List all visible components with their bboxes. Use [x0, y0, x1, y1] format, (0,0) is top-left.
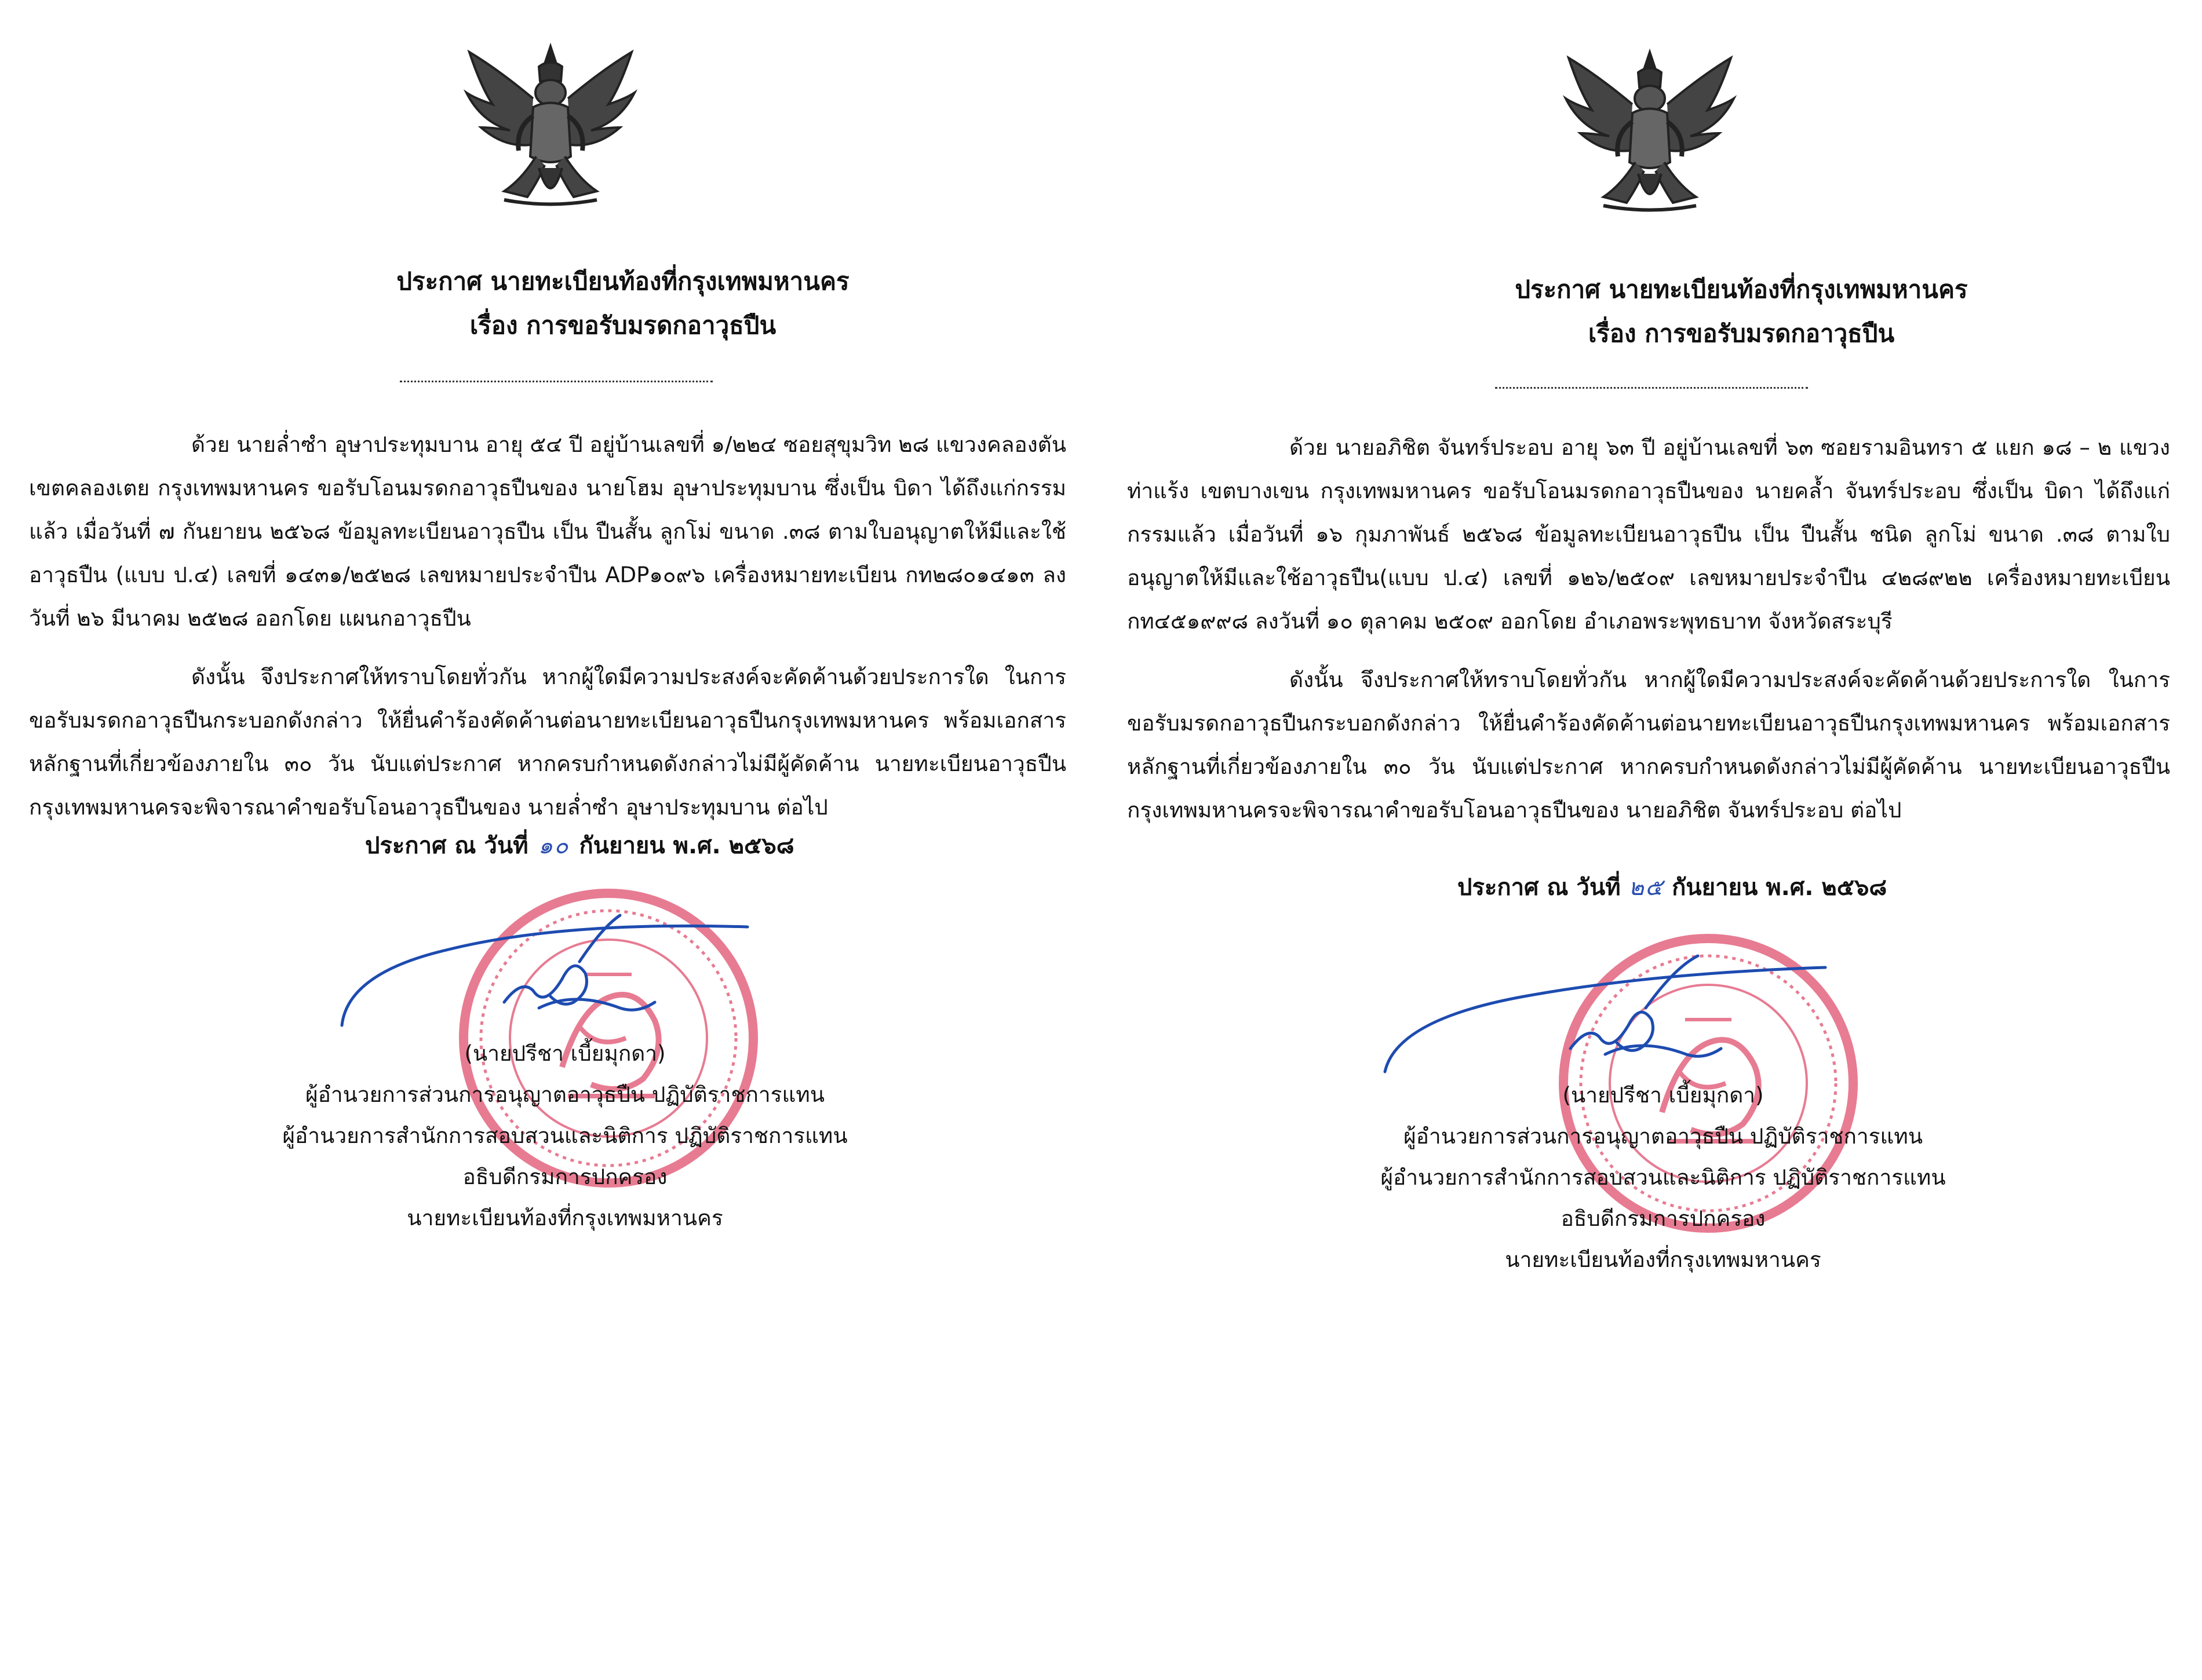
announcement-subject: เรื่อง การขอรับมรดกอาวุธปืน: [469, 311, 776, 339]
dotted-divider: [400, 381, 713, 382]
signer-title-4: นายทะเบียนท้องที่กรุงเทพมหานคร: [407, 1206, 723, 1230]
date-suffix: กันยายน พ.ศ. ๒๕๖๘: [579, 832, 794, 859]
body-paragraph-2: ดังนั้น จึงประกาศให้ทราบโดยทั่วกัน หากผู้ใดมีความประสงค์จะคัดค้านด้วยประการใด ในการขอรับมรดกอาวุธปืนกระบอกดังกล่าว ให้ยื่นคำร้องคัดค้านต่อนายทะเบียนอาวุธปืนกรุงเทพมหานคร พร้อมเอกสารหลักฐานที่เกี่ยวข้องภายใน ๓๐ วัน นับแต่ประกาศ หากครบกำหนดดังกล่าวไม่มีผู้คัดค้าน นายทะเบียนอาวุธปืนกรุงเทพมหานครจะพิจารณาคำขอรับโอนอาวุธปืนของ นายอภิชิต จันทร์ประอบ ต่อไป: [1127, 667, 2170, 823]
signer-title-3: อธิบดีกรมการปกครอง: [1561, 1206, 1766, 1231]
signatory-block: [174, 1033, 956, 1239]
announcement-date: [365, 828, 794, 863]
body-paragraph-1: ด้วย นายอภิชิต จันทร์ประอบ อายุ ๖๓ ปี อยู่บ้านเลขที่ ๖๓ ซอยรามอินทรา ๕ แยก ๑๘ – ๒ แขวงท่าแร้ง เขตบางเขน กรุงเทพมหานคร ขอรับโอนมรดกอาวุธปืนของ นายคล้ำ จันทร์ประอบ ซึ่งเป็น บิดา ได้ถึงแก่กรรมแล้ว เมื่อวันที่ ๑๖ กุมภาพันธ์ ๒๕๖๘ ข้อมูลทะเบียนอาวุธปืน เป็น ปืนสั้น ชนิด ลูกโม่ ขนาด .๓๘ ตามใบอนุญาตให้มีและใช้อาวุธปืน(แบบ ป.๔) เลขที่ ๑๒๖/๒๕๐๙ เลขหมายประจำปืน ๔๒๘๙๒๒ เครื่องหมายทะเบียน กท๔๕๑๙๙๘ ลงวันที่ ๑๐ ตุลาคม ๒๕๐๙ ออกโดย อำเภอพระพุทธบาท จังหวัดสระบุรี: [1127, 435, 2170, 634]
signatory-block: [1246, 1075, 2080, 1280]
announcement-heading: [1344, 268, 2138, 356]
date-suffix: กันยายน พ.ศ. ๒๕๖๘: [1672, 874, 1887, 901]
date-day-handwritten: ๑๐: [538, 832, 570, 859]
signer-name: (นายปรีชา เบี้ยมุกดา): [464, 1041, 666, 1066]
garuda-emblem-icon: [1557, 41, 1742, 226]
signer-title-2: ผู้อำนวยการสำนักการสอบสวนและนิติการ ปฏิบัติราชการแทน: [1380, 1165, 1946, 1190]
announcement-body: [1127, 426, 2170, 847]
date-day-handwritten: ๒๕: [1628, 874, 1664, 901]
announcement-subject: เรื่อง การขอรับมรดกอาวุธปืน: [1588, 319, 1895, 348]
signer-title-1: ผู้อำนวยการส่วนการอนุญาตอาวุธปืน ปฏิบัติราชการแทน: [305, 1082, 825, 1107]
body-paragraph-2: ดังนั้น จึงประกาศให้ทราบโดยทั่วกัน หากผู้ใดมีความประสงค์จะคัดค้านด้วยประการใด ในการขอรับมรดกอาวุธปืนกระบอกดังกล่าว ให้ยื่นคำร้องคัดค้านต่อนายทะเบียนอาวุธปืนกรุงเทพมหานคร พร้อมเอกสารหลักฐานที่เกี่ยวข้องภายใน ๓๐ วัน นับแต่ประกาศ หากครบกำหนดดังกล่าวไม่มีผู้คัดค้าน นายทะเบียนอาวุธปืนกรุงเทพมหานครจะพิจารณาคำขอรับโอนอาวุธปืนของ นายล่ำซำ อุษาประทุมบาน ต่อไป: [29, 664, 1066, 820]
announcement-heading: [232, 260, 1014, 348]
date-prefix: ประกาศ ณ วันที่: [1457, 874, 1621, 901]
signer-title-3: อธิบดีกรมการปกครอง: [462, 1164, 668, 1189]
signer-title-2: ผู้อำนวยการสำนักการสอบสวนและนิติการ ปฏิบัติราชการแทน: [282, 1123, 848, 1148]
announcement-right: [1101, 0, 2202, 1680]
date-prefix: ประกาศ ณ วันที่: [365, 832, 528, 859]
announcement-title: ประกาศ นายทะเบียนท้องที่กรุงเทพมหานคร: [1515, 275, 1968, 304]
garuda-emblem-icon: [458, 35, 643, 220]
body-paragraph-1: ด้วย นายล่ำซำ อุษาประทุมบาน อายุ ๕๔ ปี อยู่บ้านเลขที่ ๑/๒๒๔ ซอยสุขุมวิท ๒๘ แขวงคลองตัน เขตคลองเตย กรุงเทพมหานคร ขอรับโอนมรดกอาวุธปืนของ นายโฮม อุษาประทุมบาน ซึ่งเป็น บิดา ได้ถึงแก่กรรมแล้ว เมื่อวันที่ ๗ กันยายน ๒๕๖๘ ข้อมูลทะเบียนอาวุธปืน เป็น ปืนสั้น ลูกโม่ ขนาด .๓๘ ตามใบอนุญาตให้มีและใช้อาวุธปืน (แบบ ป.๔) เลขที่ ๑๔๓๑/๒๕๒๘ เลขหมายประจำปืน ADP๑๐๙๖ เครื่องหมายทะเบียน กท๒๘๐๑๔๑๓ ลงวันที่ ๒๖ มีนาคม ๒๕๒๘ ออกโดย แผนกอาวุธปืน: [29, 432, 1066, 631]
signer-title-4: นายทะเบียนท้องที่กรุงเทพมหานคร: [1505, 1247, 1821, 1272]
dotted-divider: [1495, 387, 1808, 389]
signer-name: (นายปรีชา เบี้ยมุกดา): [1562, 1083, 1764, 1108]
announcement-title: ประกาศ นายทะเบียนท้องที่กรุงเทพมหานคร: [396, 267, 850, 295]
announcement-date: [1457, 870, 1887, 905]
signer-title-1: ผู้อำนวยการส่วนการอนุญาตอาวุธปืน ปฏิบัติราชการแทน: [1403, 1124, 1923, 1149]
announcement-body: [29, 423, 1066, 844]
